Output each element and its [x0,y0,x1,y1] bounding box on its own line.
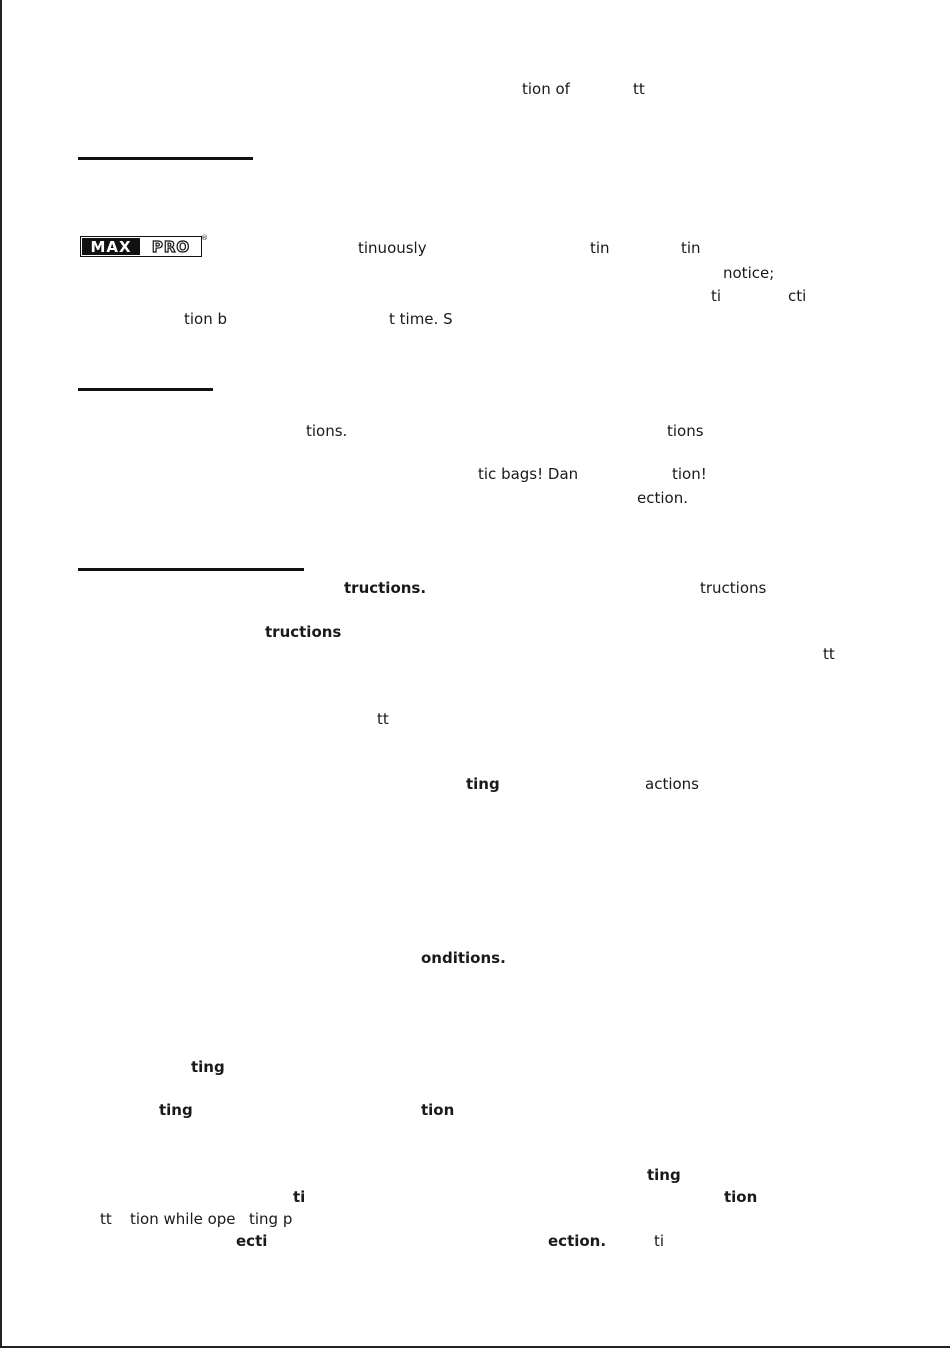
text-fragment: ti [711,287,722,305]
text-fragment-bold: ting [647,1166,681,1184]
text-fragment-bold: ection. [548,1232,607,1250]
text-fragment: notice; [723,264,775,282]
text-fragment: tions [667,422,704,440]
text-fragment: actions [645,775,699,793]
text-fragment: t time. S [389,310,453,328]
logo-text-pro: PRO [151,238,191,256]
text-fragment-bold: tion [421,1101,455,1119]
text-fragment: tructions [700,579,767,597]
text-fragment: tin [681,239,701,257]
section-rule-1 [78,157,253,160]
text-fragment: tic bags! Dan [478,465,579,483]
text-fragment: ection. [637,489,688,507]
text-fragment-bold: onditions. [421,949,506,967]
text-fragment: tt [823,645,835,663]
text-fragment-bold: ti [293,1188,306,1206]
text-fragment-bold: ting [191,1058,225,1076]
logo-text-max: MAX [90,238,132,256]
text-fragment: tt [100,1210,112,1228]
text-fragment-bold: tructions. [344,579,427,597]
text-fragment: tion b [184,310,228,328]
text-fragment-bold: tion [724,1188,758,1206]
registered-mark: ® [201,234,208,242]
text-fragment: tion while ope [130,1210,236,1228]
section-rule-3 [78,568,304,571]
text-fragment-bold: ting [466,775,500,793]
text-fragment-bold: ting [159,1101,193,1119]
text-fragment: ting p [249,1210,293,1228]
text-fragment-bold: tructions [265,623,342,641]
text-fragment: ti [654,1232,665,1250]
text-fragment-bold: ecti [236,1232,268,1250]
page-border-left [0,0,2,1348]
section-rule-2 [78,388,213,391]
text-fragment: cti [788,287,807,305]
text-fragment: tinuously [358,239,427,257]
text-fragment: tt [377,710,389,728]
text-fragment: tt [633,80,645,98]
text-fragment: tion! [672,465,707,483]
text-fragment: tion of [522,80,570,98]
text-fragment: tions. [306,422,348,440]
maxpro-logo [80,236,202,257]
text-fragment: tin [590,239,610,257]
